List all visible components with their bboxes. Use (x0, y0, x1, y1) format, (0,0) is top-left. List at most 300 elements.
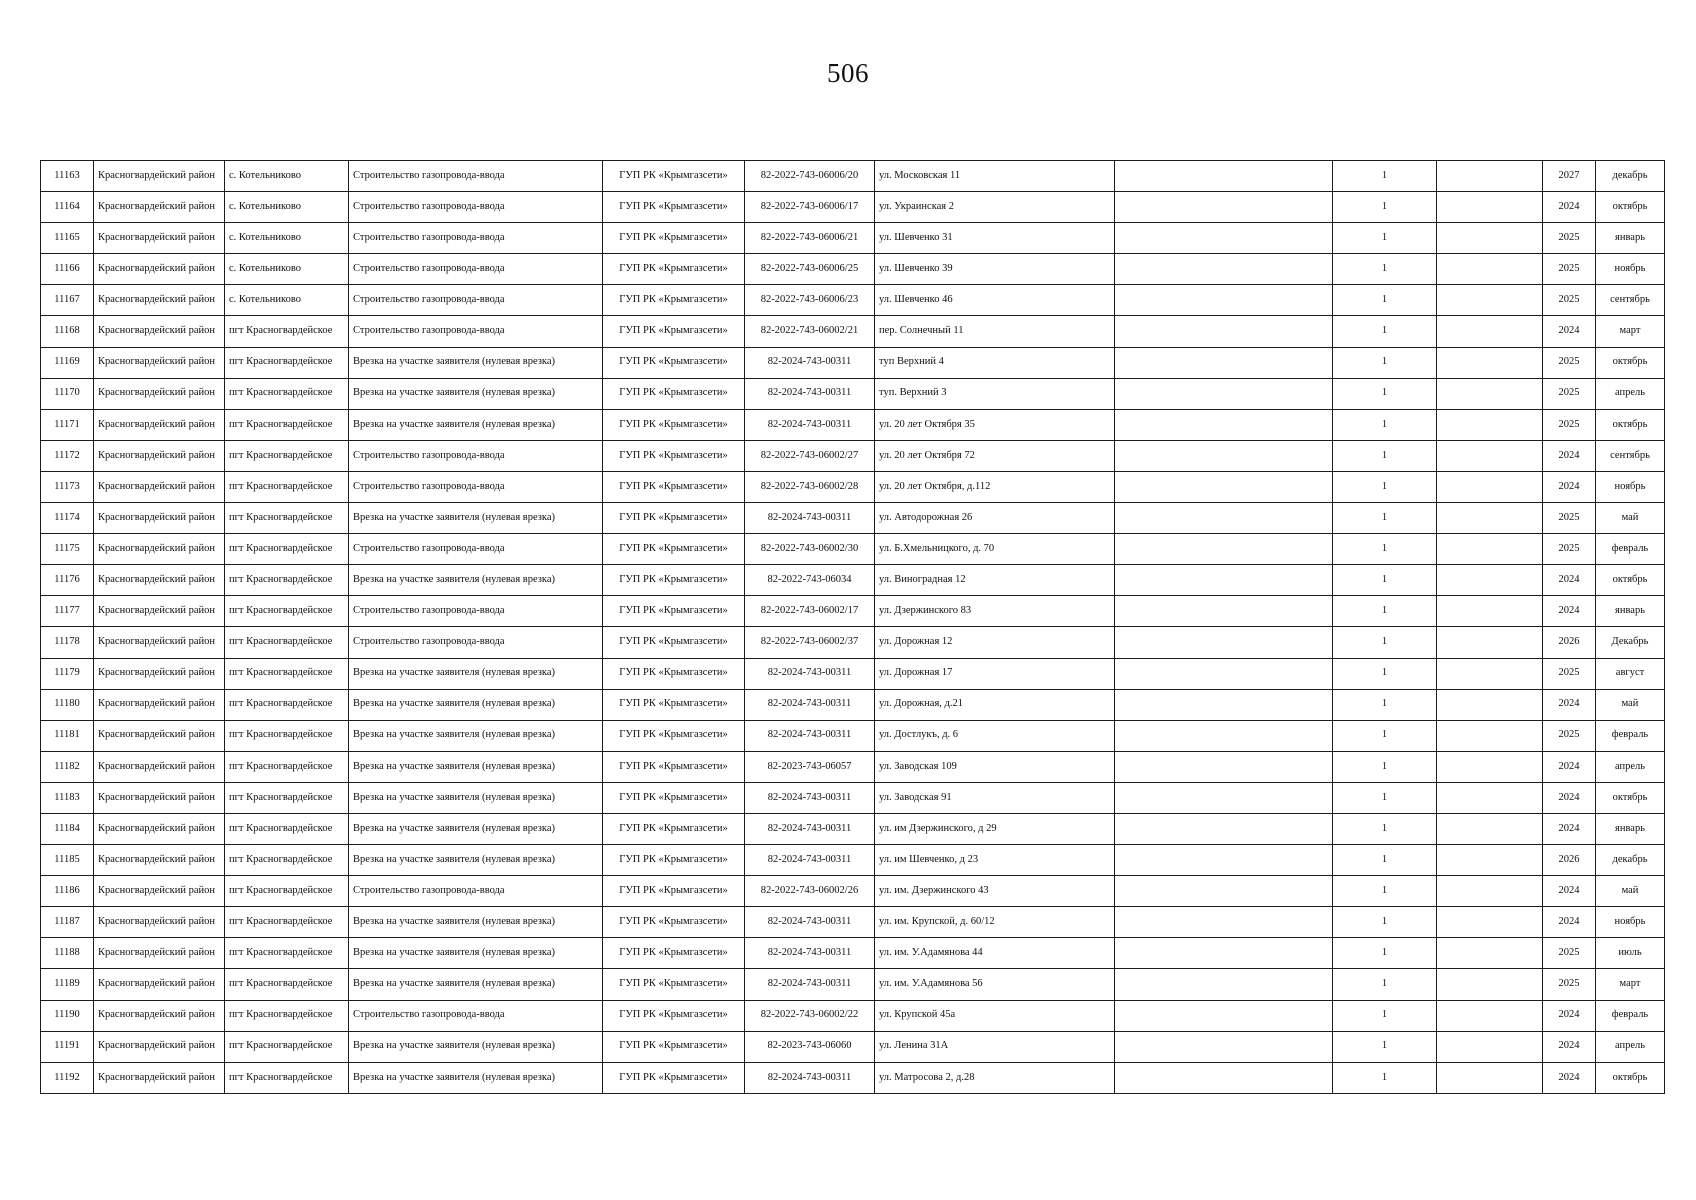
year-cell: 2024 (1543, 1031, 1596, 1062)
quantity-cell: 1 (1333, 192, 1437, 223)
district-cell: Красногвардейский район (94, 813, 225, 844)
work-type-cell: Строительство газопровода-ввода (349, 596, 603, 627)
year-cell: 2024 (1543, 1000, 1596, 1031)
year-cell: 2024 (1543, 751, 1596, 782)
address-cell: ул. Украинская 2 (875, 192, 1115, 223)
month-cell: декабрь (1596, 845, 1665, 876)
month-cell: ноябрь (1596, 471, 1665, 502)
row-number-cell: 11169 (41, 347, 94, 378)
table-body (41, 161, 1665, 1094)
address-cell: ул. Московская 11 (875, 161, 1115, 192)
blank-cell (1437, 223, 1543, 254)
locality-cell: пгт Красногвардейское (225, 440, 349, 471)
address-cell: ул. Дорожная 12 (875, 627, 1115, 658)
organization-cell: ГУП РК «Крымгазсети» (603, 751, 745, 782)
address-cell: ул. Заводская 91 (875, 782, 1115, 813)
year-cell: 2024 (1543, 1062, 1596, 1093)
work-type-cell: Врезка на участке заявителя (нулевая врезка) (349, 720, 603, 751)
project-code-cell: 82-2024-743-00311 (745, 782, 875, 813)
year-cell: 2027 (1543, 161, 1596, 192)
blank-cell (1115, 689, 1333, 720)
blank-cell (1115, 907, 1333, 938)
month-cell: апрель (1596, 1031, 1665, 1062)
locality-cell: пгт Красногвардейское (225, 938, 349, 969)
month-cell: сентябрь (1596, 440, 1665, 471)
work-type-cell: Строительство газопровода-ввода (349, 285, 603, 316)
locality-cell: пгт Красногвардейское (225, 627, 349, 658)
table-row (41, 254, 1665, 285)
project-code-cell: 82-2022-743-06034 (745, 565, 875, 596)
table-row (41, 1031, 1665, 1062)
quantity-cell: 1 (1333, 471, 1437, 502)
blank-cell (1115, 969, 1333, 1000)
table-row (41, 503, 1665, 534)
blank-cell (1437, 658, 1543, 689)
organization-cell: ГУП РК «Крымгазсети» (603, 503, 745, 534)
project-code-cell: 82-2024-743-00311 (745, 689, 875, 720)
address-cell: пер. Солнечный 11 (875, 316, 1115, 347)
district-cell: Красногвардейский район (94, 907, 225, 938)
year-cell: 2024 (1543, 689, 1596, 720)
locality-cell: пгт Красногвардейское (225, 782, 349, 813)
organization-cell: ГУП РК «Крымгазсети» (603, 223, 745, 254)
district-cell: Красногвардейский район (94, 720, 225, 751)
quantity-cell: 1 (1333, 409, 1437, 440)
work-type-cell: Врезка на участке заявителя (нулевая врезка) (349, 813, 603, 844)
address-cell: ул. Шевченко 46 (875, 285, 1115, 316)
blank-cell (1115, 876, 1333, 907)
locality-cell: пгт Красногвардейское (225, 845, 349, 876)
organization-cell: ГУП РК «Крымгазсети» (603, 658, 745, 689)
district-cell: Красногвардейский район (94, 192, 225, 223)
table-row (41, 565, 1665, 596)
row-number-cell: 11181 (41, 720, 94, 751)
district-cell: Красногвардейский район (94, 565, 225, 596)
year-cell: 2024 (1543, 440, 1596, 471)
district-cell: Красногвардейский район (94, 658, 225, 689)
district-cell: Красногвардейский район (94, 471, 225, 502)
project-code-cell: 82-2024-743-00311 (745, 409, 875, 440)
organization-cell: ГУП РК «Крымгазсети» (603, 409, 745, 440)
locality-cell: пгт Красногвардейское (225, 876, 349, 907)
table-row (41, 471, 1665, 502)
table-row (41, 534, 1665, 565)
work-type-cell: Строительство газопровода-ввода (349, 471, 603, 502)
blank-cell (1437, 751, 1543, 782)
year-cell: 2025 (1543, 378, 1596, 409)
quantity-cell: 1 (1333, 782, 1437, 813)
quantity-cell: 1 (1333, 689, 1437, 720)
row-number-cell: 11173 (41, 471, 94, 502)
year-cell: 2025 (1543, 938, 1596, 969)
month-cell: ноябрь (1596, 907, 1665, 938)
blank-cell (1437, 565, 1543, 596)
year-cell: 2025 (1543, 285, 1596, 316)
locality-cell: с. Котельниково (225, 223, 349, 254)
row-number-cell: 11190 (41, 1000, 94, 1031)
month-cell: февраль (1596, 534, 1665, 565)
table-row (41, 627, 1665, 658)
year-cell: 2024 (1543, 876, 1596, 907)
locality-cell: пгт Красногвардейское (225, 907, 349, 938)
organization-cell: ГУП РК «Крымгазсети» (603, 689, 745, 720)
quantity-cell: 1 (1333, 285, 1437, 316)
locality-cell: пгт Красногвардейское (225, 1000, 349, 1031)
blank-cell (1115, 503, 1333, 534)
blank-cell (1115, 565, 1333, 596)
work-type-cell: Строительство газопровода-ввода (349, 161, 603, 192)
quantity-cell: 1 (1333, 658, 1437, 689)
quantity-cell: 1 (1333, 751, 1437, 782)
month-cell: октябрь (1596, 782, 1665, 813)
work-type-cell: Врезка на участке заявителя (нулевая врезка) (349, 689, 603, 720)
row-number-cell: 11180 (41, 689, 94, 720)
blank-cell (1437, 409, 1543, 440)
district-cell: Красногвардейский район (94, 782, 225, 813)
quantity-cell: 1 (1333, 1031, 1437, 1062)
locality-cell: пгт Красногвардейское (225, 471, 349, 502)
project-code-cell: 82-2022-743-06002/21 (745, 316, 875, 347)
district-cell: Красногвардейский район (94, 596, 225, 627)
organization-cell: ГУП РК «Крымгазсети» (603, 907, 745, 938)
locality-cell: пгт Красногвардейское (225, 720, 349, 751)
organization-cell: ГУП РК «Крымгазсети» (603, 876, 745, 907)
blank-cell (1437, 596, 1543, 627)
blank-cell (1115, 596, 1333, 627)
blank-cell (1437, 720, 1543, 751)
address-cell: ул. им. Крупской, д. 60/12 (875, 907, 1115, 938)
organization-cell: ГУП РК «Крымгазсети» (603, 596, 745, 627)
organization-cell: ГУП РК «Крымгазсети» (603, 1062, 745, 1093)
row-number-cell: 11174 (41, 503, 94, 534)
project-code-cell: 82-2024-743-00311 (745, 845, 875, 876)
month-cell: октябрь (1596, 1062, 1665, 1093)
blank-cell (1437, 969, 1543, 1000)
row-number-cell: 11168 (41, 316, 94, 347)
address-cell: туп Верхний 4 (875, 347, 1115, 378)
organization-cell: ГУП РК «Крымгазсети» (603, 720, 745, 751)
month-cell: июль (1596, 938, 1665, 969)
organization-cell: ГУП РК «Крымгазсети» (603, 378, 745, 409)
district-cell: Красногвардейский район (94, 1062, 225, 1093)
month-cell: январь (1596, 813, 1665, 844)
address-cell: ул. Ленина 31А (875, 1031, 1115, 1062)
work-type-cell: Строительство газопровода-ввода (349, 440, 603, 471)
row-number-cell: 11192 (41, 1062, 94, 1093)
blank-cell (1437, 347, 1543, 378)
table-row (41, 596, 1665, 627)
blank-cell (1437, 813, 1543, 844)
blank-cell (1437, 1031, 1543, 1062)
address-cell: ул. 20 лет Октября, д.112 (875, 471, 1115, 502)
blank-cell (1437, 627, 1543, 658)
blank-cell (1437, 316, 1543, 347)
year-cell: 2024 (1543, 813, 1596, 844)
quantity-cell: 1 (1333, 347, 1437, 378)
blank-cell (1115, 378, 1333, 409)
project-code-cell: 82-2024-743-00311 (745, 503, 875, 534)
work-type-cell: Врезка на участке заявителя (нулевая врезка) (349, 565, 603, 596)
project-code-cell: 82-2024-743-00311 (745, 1062, 875, 1093)
organization-cell: ГУП РК «Крымгазсети» (603, 565, 745, 596)
locality-cell: пгт Красногвардейское (225, 689, 349, 720)
address-cell: ул. Заводская 109 (875, 751, 1115, 782)
district-cell: Красногвардейский район (94, 347, 225, 378)
work-type-cell: Врезка на участке заявителя (нулевая врезка) (349, 378, 603, 409)
address-cell: ул. им. У.Адамянова 56 (875, 969, 1115, 1000)
quantity-cell: 1 (1333, 534, 1437, 565)
year-cell: 2025 (1543, 223, 1596, 254)
table-row (41, 347, 1665, 378)
blank-cell (1115, 1031, 1333, 1062)
district-cell: Красногвардейский район (94, 876, 225, 907)
blank-cell (1437, 1000, 1543, 1031)
year-cell: 2025 (1543, 347, 1596, 378)
address-cell: ул. Дзержинского 83 (875, 596, 1115, 627)
table-row (41, 223, 1665, 254)
blank-cell (1437, 782, 1543, 813)
project-code-cell: 82-2022-743-06006/20 (745, 161, 875, 192)
month-cell: август (1596, 658, 1665, 689)
district-cell: Красногвардейский район (94, 316, 225, 347)
month-cell: май (1596, 876, 1665, 907)
quantity-cell: 1 (1333, 845, 1437, 876)
row-number-cell: 11187 (41, 907, 94, 938)
address-cell: ул. Матросова 2, д.28 (875, 1062, 1115, 1093)
project-code-cell: 82-2022-743-06006/21 (745, 223, 875, 254)
project-code-cell: 82-2024-743-00311 (745, 813, 875, 844)
blank-cell (1115, 254, 1333, 285)
table-row (41, 876, 1665, 907)
district-cell: Красногвардейский район (94, 503, 225, 534)
blank-cell (1115, 285, 1333, 316)
address-cell: ул. Дорожная 17 (875, 658, 1115, 689)
district-cell: Красногвардейский район (94, 1031, 225, 1062)
organization-cell: ГУП РК «Крымгазсети» (603, 316, 745, 347)
year-cell: 2024 (1543, 907, 1596, 938)
address-cell: ул. им Шевченко, д 23 (875, 845, 1115, 876)
project-code-cell: 82-2024-743-00311 (745, 720, 875, 751)
project-code-cell: 82-2022-743-06002/27 (745, 440, 875, 471)
table-row (41, 689, 1665, 720)
blank-cell (1437, 161, 1543, 192)
year-cell: 2024 (1543, 565, 1596, 596)
locality-cell: пгт Красногвардейское (225, 969, 349, 1000)
district-cell: Красногвардейский район (94, 1000, 225, 1031)
month-cell: май (1596, 503, 1665, 534)
year-cell: 2024 (1543, 471, 1596, 502)
month-cell: ноябрь (1596, 254, 1665, 285)
year-cell: 2025 (1543, 534, 1596, 565)
work-type-cell: Строительство газопровода-ввода (349, 876, 603, 907)
blank-cell (1115, 440, 1333, 471)
table-row (41, 658, 1665, 689)
table-row (41, 782, 1665, 813)
locality-cell: пгт Красногвардейское (225, 1031, 349, 1062)
blank-cell (1437, 876, 1543, 907)
work-type-cell: Врезка на участке заявителя (нулевая врезка) (349, 658, 603, 689)
locality-cell: пгт Красногвардейское (225, 378, 349, 409)
district-cell: Красногвардейский район (94, 161, 225, 192)
locality-cell: пгт Красногвардейское (225, 316, 349, 347)
row-number-cell: 11178 (41, 627, 94, 658)
row-number-cell: 11182 (41, 751, 94, 782)
work-type-cell: Врезка на участке заявителя (нулевая врезка) (349, 1031, 603, 1062)
organization-cell: ГУП РК «Крымгазсети» (603, 347, 745, 378)
blank-cell (1115, 534, 1333, 565)
project-code-cell: 82-2024-743-00311 (745, 938, 875, 969)
work-type-cell: Строительство газопровода-ввода (349, 192, 603, 223)
month-cell: апрель (1596, 751, 1665, 782)
month-cell: октябрь (1596, 347, 1665, 378)
locality-cell: пгт Красногвардейское (225, 1062, 349, 1093)
project-code-cell: 82-2023-743-06060 (745, 1031, 875, 1062)
row-number-cell: 11186 (41, 876, 94, 907)
blank-cell (1115, 409, 1333, 440)
project-code-cell: 82-2022-743-06006/23 (745, 285, 875, 316)
blank-cell (1437, 254, 1543, 285)
address-cell: туп. Верхний 3 (875, 378, 1115, 409)
year-cell: 2026 (1543, 627, 1596, 658)
quantity-cell: 1 (1333, 316, 1437, 347)
month-cell: февраль (1596, 720, 1665, 751)
quantity-cell: 1 (1333, 813, 1437, 844)
quantity-cell: 1 (1333, 907, 1437, 938)
address-cell: ул. им. У.Адамянова 44 (875, 938, 1115, 969)
locality-cell: с. Котельниково (225, 192, 349, 223)
blank-cell (1437, 534, 1543, 565)
work-type-cell: Врезка на участке заявителя (нулевая врезка) (349, 347, 603, 378)
table-row (41, 969, 1665, 1000)
table-row (41, 409, 1665, 440)
district-cell: Красногвардейский район (94, 440, 225, 471)
row-number-cell: 11191 (41, 1031, 94, 1062)
project-code-cell: 82-2022-743-06002/22 (745, 1000, 875, 1031)
locality-cell: пгт Красногвардейское (225, 534, 349, 565)
blank-cell (1115, 192, 1333, 223)
blank-cell (1437, 285, 1543, 316)
quantity-cell: 1 (1333, 627, 1437, 658)
district-cell: Красногвардейский район (94, 223, 225, 254)
work-type-cell: Врезка на участке заявителя (нулевая врезка) (349, 782, 603, 813)
blank-cell (1115, 161, 1333, 192)
quantity-cell: 1 (1333, 503, 1437, 534)
row-number-cell: 11183 (41, 782, 94, 813)
organization-cell: ГУП РК «Крымгазсети» (603, 534, 745, 565)
year-cell: 2025 (1543, 969, 1596, 1000)
organization-cell: ГУП РК «Крымгазсети» (603, 1000, 745, 1031)
blank-cell (1437, 471, 1543, 502)
organization-cell: ГУП РК «Крымгазсети» (603, 471, 745, 502)
quantity-cell: 1 (1333, 1062, 1437, 1093)
row-number-cell: 11165 (41, 223, 94, 254)
gas-connection-table (40, 160, 1665, 1094)
address-cell: ул. Достлукъ, д. 6 (875, 720, 1115, 751)
address-cell: ул. Виноградная 12 (875, 565, 1115, 596)
locality-cell: пгт Красногвардейское (225, 813, 349, 844)
month-cell: Декабрь (1596, 627, 1665, 658)
year-cell: 2025 (1543, 720, 1596, 751)
blank-cell (1115, 658, 1333, 689)
project-code-cell: 82-2023-743-06057 (745, 751, 875, 782)
locality-cell: с. Котельниково (225, 161, 349, 192)
row-number-cell: 11167 (41, 285, 94, 316)
district-cell: Красногвардейский район (94, 627, 225, 658)
table-row (41, 1062, 1665, 1093)
quantity-cell: 1 (1333, 254, 1437, 285)
address-cell: ул. Автодорожная 26 (875, 503, 1115, 534)
project-code-cell: 82-2024-743-00311 (745, 969, 875, 1000)
work-type-cell: Врезка на участке заявителя (нулевая врезка) (349, 845, 603, 876)
quantity-cell: 1 (1333, 161, 1437, 192)
blank-cell (1115, 1000, 1333, 1031)
blank-cell (1437, 1062, 1543, 1093)
blank-cell (1437, 689, 1543, 720)
row-number-cell: 11184 (41, 813, 94, 844)
district-cell: Красногвардейский район (94, 285, 225, 316)
quantity-cell: 1 (1333, 440, 1437, 471)
year-cell: 2024 (1543, 782, 1596, 813)
address-cell: ул. Крупской 45а (875, 1000, 1115, 1031)
table-row (41, 907, 1665, 938)
organization-cell: ГУП РК «Крымгазсети» (603, 285, 745, 316)
work-type-cell: Врезка на участке заявителя (нулевая врезка) (349, 1062, 603, 1093)
table-row (41, 316, 1665, 347)
blank-cell (1437, 503, 1543, 534)
work-type-cell: Строительство газопровода-ввода (349, 316, 603, 347)
locality-cell: с. Котельниково (225, 285, 349, 316)
organization-cell: ГУП РК «Крымгазсети» (603, 1031, 745, 1062)
row-number-cell: 11176 (41, 565, 94, 596)
month-cell: февраль (1596, 1000, 1665, 1031)
organization-cell: ГУП РК «Крымгазсети» (603, 192, 745, 223)
locality-cell: пгт Красногвардейское (225, 565, 349, 596)
table-row (41, 813, 1665, 844)
table-row (41, 938, 1665, 969)
blank-cell (1115, 316, 1333, 347)
page-number: 506 (827, 58, 869, 88)
locality-cell: пгт Красногвардейское (225, 596, 349, 627)
row-number-cell: 11166 (41, 254, 94, 285)
work-type-cell: Врезка на участке заявителя (нулевая врезка) (349, 907, 603, 938)
row-number-cell: 11171 (41, 409, 94, 440)
quantity-cell: 1 (1333, 876, 1437, 907)
quantity-cell: 1 (1333, 378, 1437, 409)
district-cell: Красногвардейский район (94, 751, 225, 782)
blank-cell (1115, 471, 1333, 502)
month-cell: март (1596, 316, 1665, 347)
row-number-cell: 11175 (41, 534, 94, 565)
project-code-cell: 82-2024-743-00311 (745, 347, 875, 378)
work-type-cell: Врезка на участке заявителя (нулевая врезка) (349, 751, 603, 782)
district-cell: Красногвардейский район (94, 938, 225, 969)
table-row (41, 720, 1665, 751)
organization-cell: ГУП РК «Крымгазсети» (603, 969, 745, 1000)
year-cell: 2025 (1543, 254, 1596, 285)
work-type-cell: Строительство газопровода-ввода (349, 254, 603, 285)
month-cell: март (1596, 969, 1665, 1000)
work-type-cell: Строительство газопровода-ввода (349, 1000, 603, 1031)
quantity-cell: 1 (1333, 1000, 1437, 1031)
table-row (41, 1000, 1665, 1031)
table-row (41, 751, 1665, 782)
address-cell: ул. им Дзержинского, д 29 (875, 813, 1115, 844)
address-cell: ул. Шевченко 39 (875, 254, 1115, 285)
district-cell: Красногвардейский район (94, 409, 225, 440)
row-number-cell: 11188 (41, 938, 94, 969)
blank-cell (1437, 440, 1543, 471)
blank-cell (1437, 938, 1543, 969)
